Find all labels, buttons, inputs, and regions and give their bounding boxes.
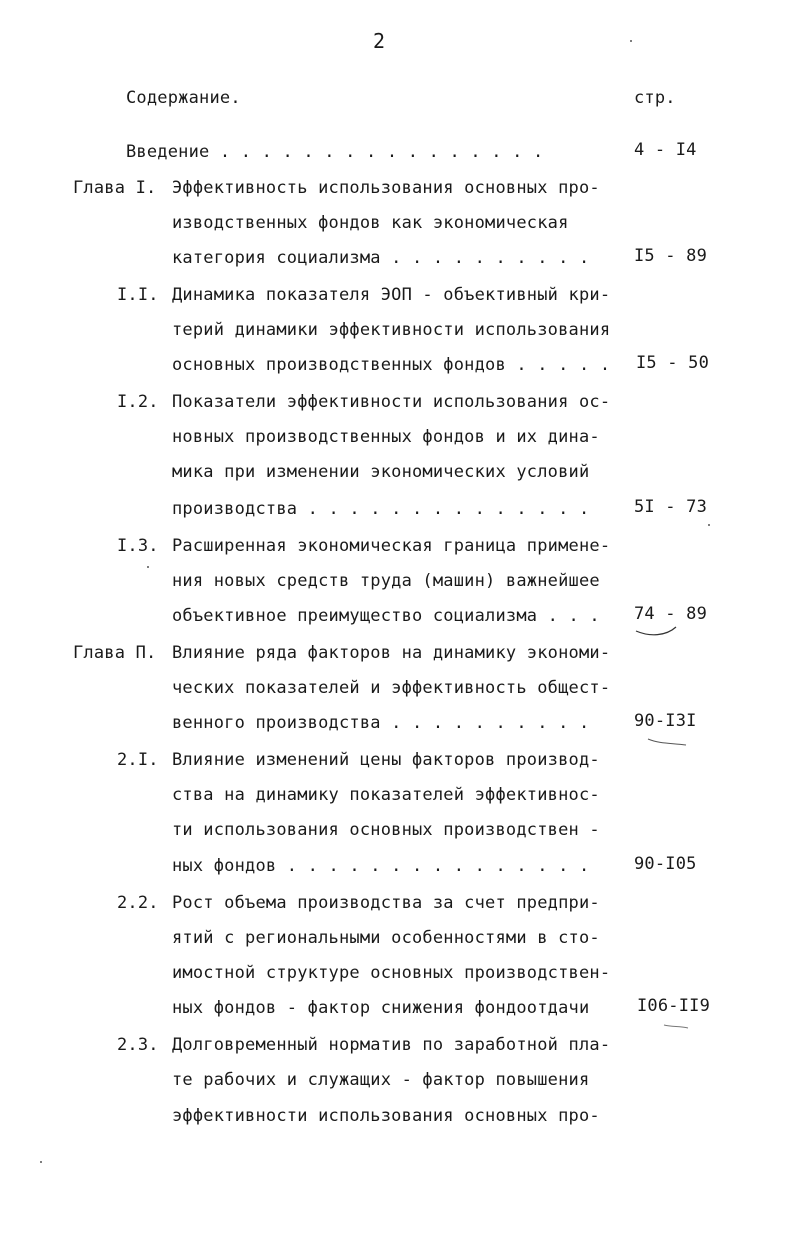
scan-speck — [147, 566, 149, 568]
toc-heading: Содержание. — [126, 88, 241, 108]
pages-column-label: стр. — [634, 88, 676, 108]
section-1-1-title-line: Динамика показателя ЭОП - объективный кри- — [172, 285, 611, 305]
section-2-2-title-line: имостной структуре основных производствен- — [172, 963, 611, 983]
section-1-3-title-line: ния новых средств труда (машин) важнейшее — [172, 571, 600, 591]
section-1-2-title-line: производства . . . . . . . . . . . . . . — [172, 499, 590, 519]
section-1-1-title-line: терий динамики эффективности использования — [172, 320, 611, 340]
section-2-2-title-line: Рост объема производства за счет предпри- — [172, 893, 600, 913]
section-2-1-number: 2.I. — [117, 750, 159, 770]
section-2-3-title-line: те рабочих и служащих - фактор повышения — [172, 1070, 590, 1090]
section-2-1-title-line: Влияние изменений цены факторов производ- — [172, 750, 600, 770]
section-1-2-title-line: мика при изменении экономических условий — [172, 462, 590, 482]
section-2-1-title-line: ти использования основных производствен - — [172, 820, 600, 840]
section-2-2-title-line: ных фондов - фактор снижения фондоотдачи — [172, 998, 590, 1018]
section-2-2-title-line: ятий с региональными особенностями в сто- — [172, 928, 600, 948]
section-2-1-title-line: ства на динамику показателей эффективнос- — [172, 785, 600, 805]
chapter-1-title-line: категория социализма . . . . . . . . . . — [172, 248, 590, 268]
section-1-3-number: I.3. — [117, 536, 159, 556]
section-2-2-pages: I06-II9 — [637, 996, 711, 1016]
scan-speck — [630, 40, 632, 42]
chapter-1-label: Глава I. — [73, 178, 157, 198]
section-1-2-number: I.2. — [117, 392, 159, 412]
section-2-3-title-line: Долговременный норматив по заработной пла- — [172, 1035, 611, 1055]
section-1-1-number: I.I. — [117, 285, 159, 305]
section-1-2-pages: 5I - 73 — [634, 497, 708, 517]
chapter-1-title-line: изводственных фондов как экономическая — [172, 213, 569, 233]
chapter-2-title-line: ческих показателей и эффективность общест- — [172, 678, 611, 698]
scan-speck — [40, 1161, 42, 1163]
chapter-2-label: Глава П. — [73, 643, 157, 663]
section-2-1-pages: 90-I05 — [634, 854, 697, 874]
section-1-3-title-line: Расширенная экономическая граница примене- — [172, 536, 611, 556]
chapter-2-title-line: венного производства . . . . . . . . . . — [172, 713, 590, 733]
section-2-3-title-line: эффективности использования основных про- — [172, 1106, 600, 1126]
section-1-2-title-line: новных производственных фондов и их дина- — [172, 427, 600, 447]
chapter-1-pages: I5 - 89 — [634, 246, 708, 266]
chapter-2-title-line: Влияние ряда факторов на динамику экономи- — [172, 643, 611, 663]
toc-entry-intro-title: Введение . . . . . . . . . . . . . . . . — [126, 142, 544, 162]
scan-speck — [708, 524, 710, 526]
section-2-1-title-line: ных фондов . . . . . . . . . . . . . . . — [172, 856, 590, 876]
page-number: 2 — [373, 29, 386, 53]
toc-entry-intro-pages: 4 - I4 — [634, 140, 697, 160]
section-1-1-pages: I5 - 50 — [636, 353, 710, 373]
section-2-2-number: 2.2. — [117, 893, 159, 913]
section-1-3-title-line: объективное преимущество социализма . . . — [172, 606, 600, 626]
section-1-1-title-line: основных производственных фондов . . . . . — [172, 355, 611, 375]
chapter-2-pages: 90-I3I — [634, 711, 697, 731]
chapter-1-title-line: Эффективность использования основных про- — [172, 178, 600, 198]
section-1-3-pages: 74 - 89 — [634, 604, 708, 624]
section-2-3-number: 2.3. — [117, 1035, 159, 1055]
section-1-2-title-line: Показатели эффективности использования ос- — [172, 392, 611, 412]
